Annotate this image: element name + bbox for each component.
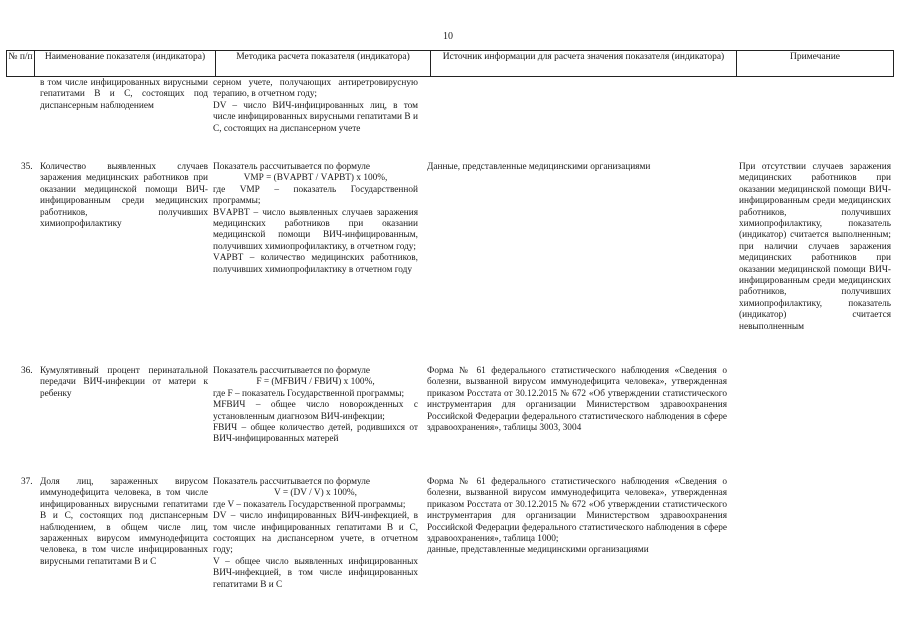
table-header <box>6 50 894 77</box>
page-number: 10 <box>443 31 453 42</box>
cont-method-2: DV – число ВИЧ-инфицированных лиц, в том числе инфицированных вирусными гепатитами В и С, состоящих на диспансерном учете <box>213 100 418 134</box>
row35-def-1: где VМР – показатель Государственной программы; <box>213 184 418 207</box>
row37-intro: Показатель рассчитывается по формуле <box>213 477 371 487</box>
row36-num: 36. <box>21 366 33 376</box>
row35-num: 35. <box>21 162 33 172</box>
header-note: Примечание <box>737 50 894 77</box>
row36-name: Кумулятивный процент перинатальной передачи ВИЧ-инфекции от матери к ребенку <box>40 366 208 399</box>
row36-def-3: FВИЧ – общее количество детей, родившихся от ВИЧ-инфицированных матерей <box>213 423 418 445</box>
header-method: Методика расчета показателя (индикатора) <box>216 50 431 77</box>
row37-formula: V = (DV / V) x 100%, <box>274 488 357 499</box>
header-source: Источник информации для расчета значения показателя (индикатора) <box>431 50 737 77</box>
row37-num: 37. <box>21 477 33 487</box>
row35-note: При отсутствии случаев заражения медицинских работников при оказании медицинской помощи ВИЧ-инфицированным среди медицинских работников, получивших химиопрофилактику, показатель (индикатор) считается выполненным; при наличии случаев заражения медицинских работников при оказании медицинской помощи ВИЧ-инфицированным среди медицинских работников, получивших химиопрофилактику, показатель (индикатор) считается невыполненным <box>739 162 891 332</box>
row37-def-3: V – общее число выявленных инфицированных ВИЧ-инфекцией, в том числе инфицированных гепатитами В и С <box>213 556 418 590</box>
row36-source: Форма № 61 федерального статистического наблюдения «Сведения о болезни, вызванной вирусом иммунодефицита человека», утвержденная приказом Росстата от 30.12.2015 № 672 «Об утверждении статистического инструментария для организации Министерством здравоохранения Российской Федерации федерального статистического наблюдения в сфере здравоохранения», таблицы 3003, 3004 <box>427 366 727 434</box>
row35-method <box>213 162 418 276</box>
row37-name: Доля лиц, зараженных вирусом иммунодефицита человека, в том числе инфицированных вирусными гепатитами В и С, состоящих под диспансерным наблюдением, в общем числе лиц, зараженных вирусом иммунодефицита человека, в том числе инфицированных вирусными гепатитами В и С <box>40 477 208 567</box>
row37-def-1: где V – показатель Государственной программы; <box>213 499 406 510</box>
cont-method-1: серном учете, получающих антиретровирусную терапию, в отчетном году; <box>213 78 418 100</box>
row35-formula: VМР = (BVАРВТ / VАРВТ) x 100%, <box>243 173 388 184</box>
row37-method <box>213 477 418 591</box>
row36-def-1: где F – показатель Государственной программы; <box>213 388 405 399</box>
row36-def-2: MFВИЧ – общее число новорожденных с установленным диагнозом ВИЧ-инфекции; <box>213 400 418 422</box>
row35-def-3: VАРВТ – количество медицинских работников, получивших химиопрофилактику в отчетном году <box>213 253 418 275</box>
header-name: Наименование показателя (индикатора) <box>35 50 216 77</box>
row35-def-2: BVАРВТ – число выявленных случаев заражения медицинских работников при оказании медицинской помощи ВИЧ-инфицированным, получивших химиопрофилактику, в отчетном году; <box>213 207 418 252</box>
row37-def-2: DV – число инфицированных ВИЧ-инфекцией, в том числе инфицированных гепатитами В и С, состоящих на диспансерном учете, в отчетном году; <box>213 511 418 556</box>
row36-intro: Показатель рассчитывается по формуле <box>213 366 371 376</box>
row36-method <box>213 366 418 446</box>
row36-formula: F = (MFВИЧ / FВИЧ) x 100%, <box>256 377 375 388</box>
cont-method <box>213 78 418 135</box>
row37-source <box>427 477 727 557</box>
row37-source-1: Форма № 61 федерального статистического наблюдения «Сведения о болезни, вызванной вирусом иммунодефицита человека», утвержденная приказом Росстата от 30.12.2015 № 672 «Об утверждении статистического инструментария для организации Министерством здравоохранения Российской Федерации федерального статистического наблюдения в сфере здравоохранения», таблица 1000; <box>427 477 727 545</box>
header-num: № п/п <box>6 50 35 77</box>
row35-source: Данные, представленные медицинскими организациями <box>427 162 651 172</box>
row35-name: Количество выявленных случаев заражения медицинских работников при оказании медицинской помощи ВИЧ-инфицированным среди медицинских работников, получивших химиопрофилактику <box>40 162 208 230</box>
row35-intro: Показатель рассчитывается по формуле <box>213 162 371 172</box>
cont-name: в том числе инфицированных вирусными гепатитами В и С, состоящих под диспансерным наблюдением <box>40 78 208 111</box>
row37-source-2: данные, представленные медицинскими организациями <box>427 545 649 556</box>
